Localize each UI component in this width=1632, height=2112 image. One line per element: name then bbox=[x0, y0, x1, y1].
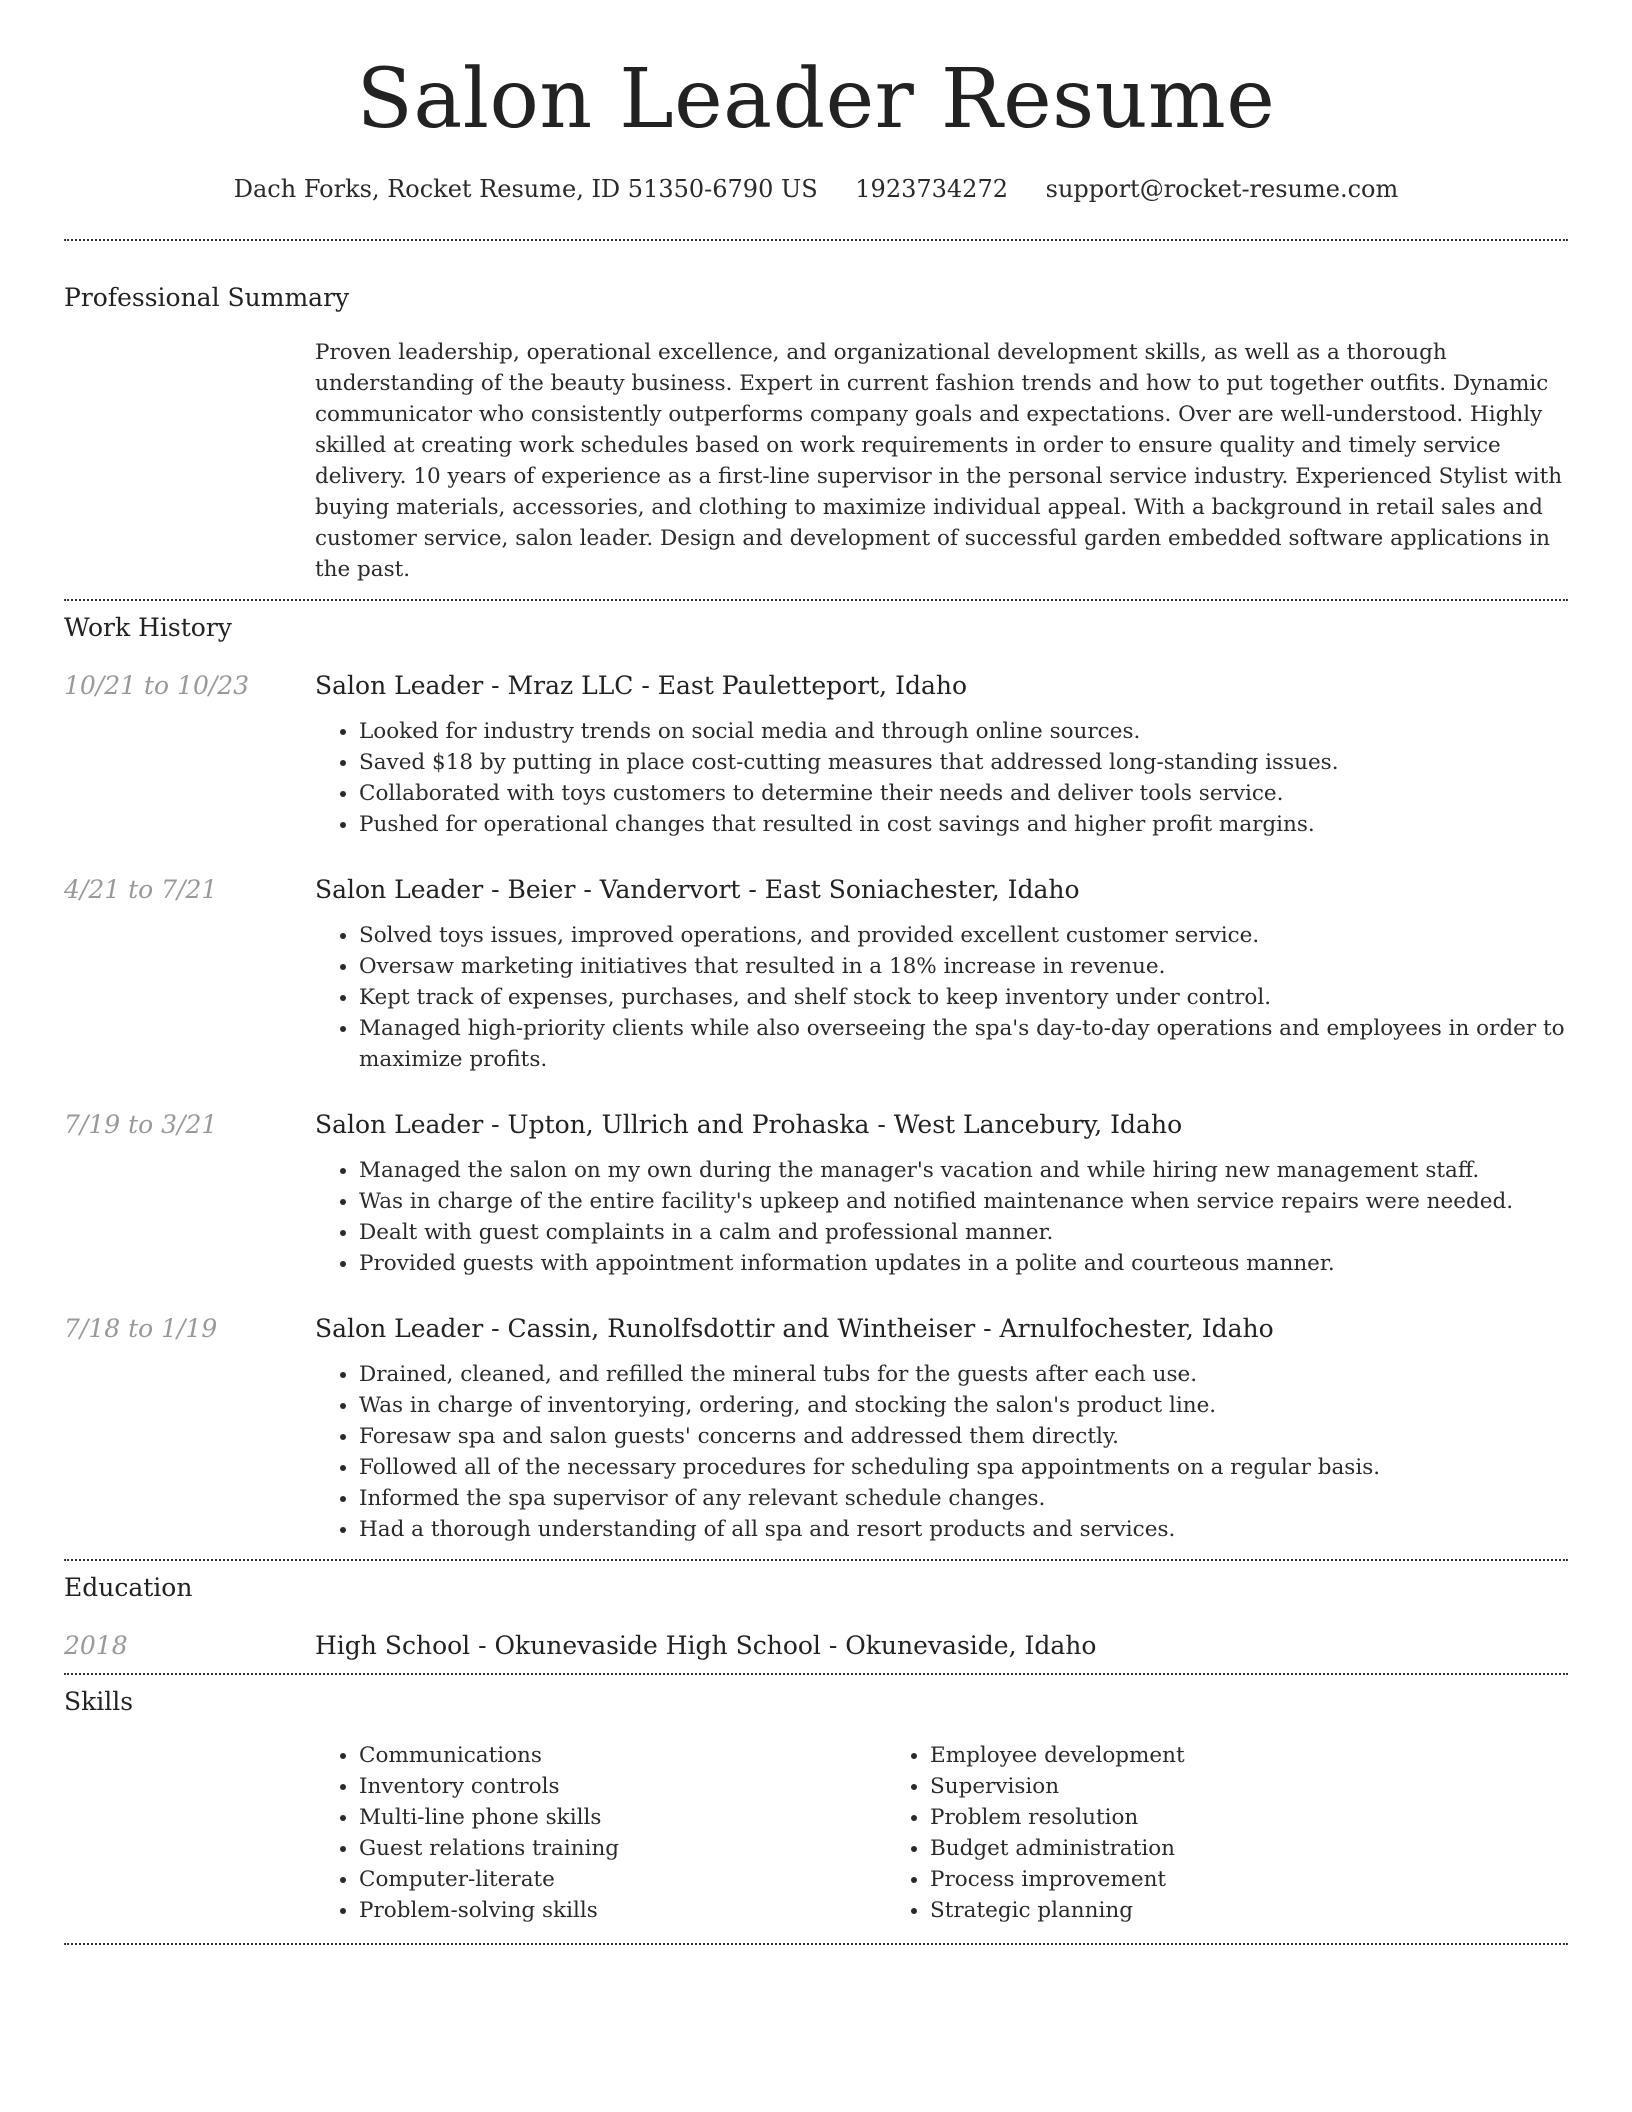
work-bullet: • Had a thorough understanding of all spa and resort products and services. bbox=[359, 1514, 1568, 1545]
skills-list-right bbox=[886, 1740, 1502, 1926]
contact-line bbox=[64, 172, 1568, 206]
work-entry bbox=[64, 1312, 1568, 1545]
work-bullet: • Was in charge of inventorying, ordering, and stocking the salon's product line. bbox=[359, 1390, 1568, 1421]
education-entry bbox=[64, 1629, 1568, 1663]
education-dates: 2018 bbox=[64, 1631, 128, 1660]
work-history-title: Work History bbox=[64, 613, 232, 642]
work-bullet: • Managed high-priority clients while also overseeing the spa's day-to-day operations and employees in order to maximize profits. bbox=[359, 1013, 1568, 1075]
work-bullet: • Followed all of the necessary procedures for scheduling spa appointments on a regular basis. bbox=[359, 1452, 1568, 1483]
education-heading: High School - Okunevaside High School - Okunevaside, Idaho bbox=[315, 1631, 1097, 1660]
work-bullet: • Oversaw marketing initiatives that resulted in a 18% increase in revenue. bbox=[359, 951, 1568, 982]
resume-page bbox=[64, 0, 1568, 1945]
work-dates: 7/19 to 3/21 bbox=[64, 1110, 218, 1139]
work-body bbox=[315, 669, 1568, 840]
work-bullet: • Kept track of expenses, purchases, and shelf stock to keep inventory under control. bbox=[359, 982, 1568, 1013]
contact-address: Dach Forks, Rocket Resume, ID 51350-6790 US bbox=[233, 175, 818, 203]
education-title: Education bbox=[64, 1573, 193, 1602]
work-body bbox=[315, 873, 1568, 1075]
work-bullet: • Was in charge of the entire facility's upkeep and notified maintenance when service repairs were needed. bbox=[359, 1186, 1568, 1217]
skill-item: • Process improvement bbox=[930, 1864, 1502, 1895]
work-entry bbox=[64, 669, 1568, 840]
divider bbox=[64, 1943, 1568, 1945]
work-bullets bbox=[315, 716, 1568, 840]
work-bullet: • Foresaw spa and salon guests' concerns and addressed them directly. bbox=[359, 1421, 1568, 1452]
divider bbox=[64, 1559, 1568, 1561]
work-dates: 4/21 to 7/21 bbox=[64, 875, 218, 904]
work-bullets bbox=[315, 920, 1568, 1075]
work-bullet: • Managed the salon on my own during the manager's vacation and while hiring new management staff. bbox=[359, 1155, 1568, 1186]
skill-item: • Multi-line phone skills bbox=[359, 1802, 886, 1833]
work-bullet: • Pushed for operational changes that resulted in cost savings and higher profit margins. bbox=[359, 809, 1568, 840]
skill-item: • Problem resolution bbox=[930, 1802, 1502, 1833]
work-body bbox=[315, 1108, 1568, 1279]
work-bullet: • Dealt with guest complaints in a calm and professional manner. bbox=[359, 1217, 1568, 1248]
work-entry bbox=[64, 1108, 1568, 1279]
work-bullet: • Collaborated with toys customers to determine their needs and deliver tools service. bbox=[359, 778, 1568, 809]
work-bullet: • Informed the spa supervisor of any relevant schedule changes. bbox=[359, 1483, 1568, 1514]
work-dates: 7/18 to 1/19 bbox=[64, 1314, 218, 1343]
contact-email: support@rocket-resume.com bbox=[1045, 175, 1399, 203]
skill-item: • Inventory controls bbox=[359, 1771, 886, 1802]
contact-phone: 1923734272 bbox=[855, 175, 1008, 203]
divider bbox=[64, 599, 1568, 601]
education-body bbox=[315, 1629, 1568, 1663]
skills-title: Skills bbox=[64, 1687, 134, 1716]
skill-item: • Problem-solving skills bbox=[359, 1895, 886, 1926]
work-bullet: • Provided guests with appointment information updates in a polite and courteous manner. bbox=[359, 1248, 1568, 1279]
skill-item: • Guest relations training bbox=[359, 1833, 886, 1864]
summary-text: Proven leadership, operational excellence, and organizational development skills, as well as a thorough understanding of the beauty business. Expert in current fashion trends and how to put together outfits. Dynamic communicator who consistently outperforms company goals and expectations. Over are well-understood. Highly skilled at creating work schedules based on work requirements in order to ensure quality and timely service delivery. 10 years of experience as a first-line supervisor in the personal service industry. Experienced Stylist with buying materials, accessories, and clothing to maximize individual appeal. With a background in retail sales and customer service, salon leader. Design and development of successful garden embedded software applications in the past. bbox=[315, 340, 1563, 582]
work-heading: Salon Leader - Mraz LLC - East Pauletteport, Idaho bbox=[315, 671, 968, 700]
work-bullet: • Looked for industry trends on social media and through online sources. bbox=[359, 716, 1568, 747]
resume-title: Salon Leader Resume bbox=[356, 52, 1276, 147]
work-bullets bbox=[315, 1155, 1568, 1279]
skills-columns bbox=[315, 1740, 1568, 1926]
work-bullet: • Drained, cleaned, and refilled the mineral tubs for the guests after each use. bbox=[359, 1359, 1568, 1390]
work-dates: 10/21 to 10/23 bbox=[64, 671, 250, 700]
work-entry bbox=[64, 873, 1568, 1075]
skill-item: • Employee development bbox=[930, 1740, 1502, 1771]
work-bullet: • Solved toys issues, improved operations, and provided excellent customer service. bbox=[359, 920, 1568, 951]
work-bullet: • Saved $18 by putting in place cost-cutting measures that addressed long-standing issues. bbox=[359, 747, 1568, 778]
work-heading: Salon Leader - Upton, Ullrich and Prohaska - West Lancebury, Idaho bbox=[315, 1110, 1183, 1139]
work-history-section bbox=[64, 611, 1568, 1545]
education-section bbox=[64, 1571, 1568, 1663]
skills-list-left bbox=[315, 1740, 886, 1926]
work-heading: Salon Leader - Beier - Vandervort - East Soniachester, Idaho bbox=[315, 875, 1080, 904]
divider bbox=[64, 1673, 1568, 1675]
skills-section bbox=[64, 1685, 1568, 1926]
skill-item: • Budget administration bbox=[930, 1833, 1502, 1864]
summary-section bbox=[64, 281, 1568, 585]
summary-title: Professional Summary bbox=[64, 283, 350, 312]
skill-item: • Supervision bbox=[930, 1771, 1502, 1802]
skill-item: • Computer-literate bbox=[359, 1864, 886, 1895]
work-bullets bbox=[315, 1359, 1568, 1545]
skill-item: • Strategic planning bbox=[930, 1895, 1502, 1926]
skill-item: • Communications bbox=[359, 1740, 886, 1771]
work-heading: Salon Leader - Cassin, Runolfsdottir and Wintheiser - Arnulfochester, Idaho bbox=[315, 1314, 1274, 1343]
work-body bbox=[315, 1312, 1568, 1545]
divider bbox=[64, 239, 1568, 241]
